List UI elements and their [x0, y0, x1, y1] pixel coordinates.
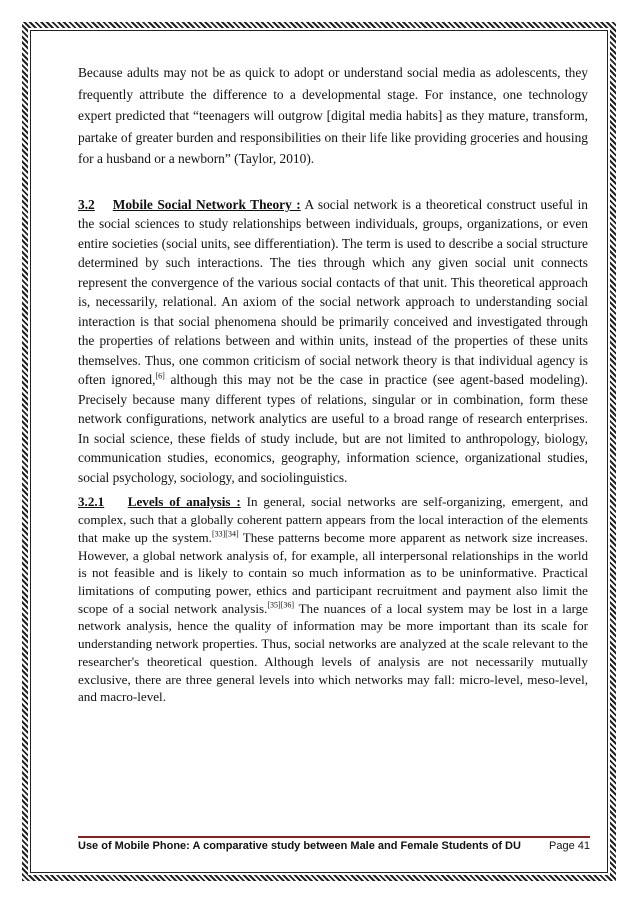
- section-text-b: although this may not be the case in practice (see agent-based modeling). Precisely because many different types of relations, singular or in combination, form these network configurations, network analytics are useful to a broad range of research enterprises. In social science, these fields of study include, but are not limited to anthropology, biology, communication studies, economics, geography, information science, organizational studies, social psychology, sociology, and sociolinguistics.: [78, 372, 588, 485]
- section-title: Mobile Social Network Theory :: [112, 196, 301, 212]
- subsection-text-b: These patterns become more apparent as network size increases. However, a global network analysis of, for example, all interpersonal relationships in the world is not feasible and is likely to contain so much information as to be uninformative. Practical limitations of computing power, ethics and participant recruitment and payment also limit the scope of a social network analysis.: [78, 529, 588, 616]
- section-number: 3.2: [78, 196, 95, 212]
- subsection-title: Levels of analysis :: [127, 494, 241, 510]
- section-text-a: A social network is a theoretical construct useful in the social sciences to study relationships between individuals, groups, organizations, or even entire societies (social units, see differentiation). The term is used to describe a social structure determined by such interactions. The ties through which any given social unit connects represent the convergence of the various social contacts of that unit. This theoretical approach is, necessarily, relational. An axiom of the social network approach to understanding social interaction is that social phenomena should be primarily conceived and investigated through the properties of relations between and within units, instead of the properties of these units themselves. Thus, one common criticism of social network theory is that individual agency is often ignored,: [78, 196, 589, 388]
- subsection-3-2-1: [78, 493, 588, 705]
- section-3-2: [78, 195, 588, 488]
- subsection-number: 3.2.1: [78, 494, 105, 510]
- page-content: [78, 62, 588, 706]
- footer-title: Use of Mobile Phone: A comparative study between Male and Female Students of DU: [78, 840, 521, 852]
- subsection-text-c: The nuances of a local system may be lost in a large network analysis, hence the quality of information may be more important than its scale for understanding network properties. Thus, social networks are analyzed at the scale relevant to the researcher's theoretical question. Although levels of analysis are not necessarily mutually exclusive, there are three general levels into which networks may fall: micro-level, meso-level, and macro-level.: [78, 600, 588, 705]
- citation: [35][36]: [267, 600, 295, 610]
- citation: [33][34]: [211, 529, 239, 539]
- citation: [6]: [155, 372, 165, 381]
- page-number: Page 41: [549, 840, 590, 852]
- subsection-text-a: In general, social networks are self-organizing, emergent, and complex, such that a globally coherent pattern appears from the local interaction of the elements that make up the system.: [78, 494, 589, 545]
- page-footer: [78, 836, 590, 852]
- paragraph-intro: Because adults may not be as quick to adopt or understand social media as adolescents, they frequently attribute the difference to a developmental stage. For instance, one technology expert predicted that “teenagers will outgrow [digital media habits] as they mature, transform, partake of greater burden and responsibilities on their life like providing groceries and housing for a husband or a newborn” (Taylor, 2010).: [78, 65, 588, 167]
